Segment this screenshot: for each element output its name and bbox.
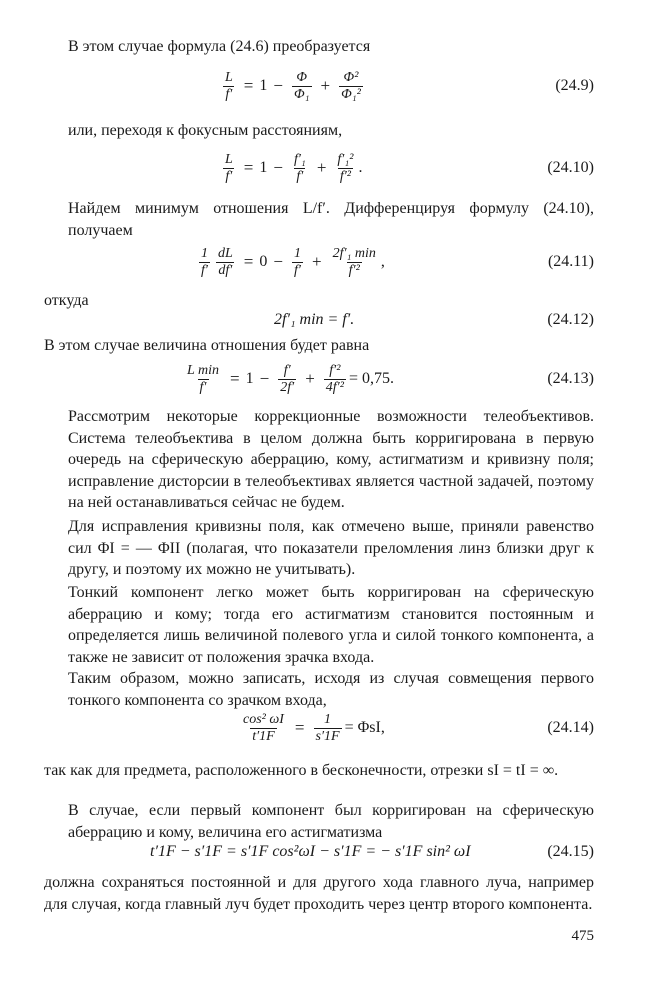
paragraph-whence: откуда xyxy=(44,292,89,309)
fraction xyxy=(199,246,210,279)
fraction xyxy=(324,363,346,396)
equation-number: (24.11) xyxy=(547,253,594,270)
numerator: 1 xyxy=(324,711,332,727)
equation-number: (24.14) xyxy=(547,719,594,736)
denominator: 2f′ xyxy=(280,379,295,395)
numerator: 1 xyxy=(293,245,301,261)
equation-number: (24.13) xyxy=(547,370,594,387)
numerator: L xyxy=(225,151,233,167)
denominator: f′ xyxy=(225,168,233,184)
operator: − xyxy=(273,158,283,177)
operator: + xyxy=(320,76,331,95)
fraction xyxy=(278,363,296,396)
fraction xyxy=(339,70,363,103)
equation-body xyxy=(220,64,366,108)
denominator: Φ₁ xyxy=(293,86,310,102)
denominator: f′ xyxy=(199,379,207,395)
numerator: f′₁² xyxy=(337,151,354,167)
equation-body xyxy=(220,146,362,190)
numerator: Φ xyxy=(296,69,308,85)
denominator: f′ xyxy=(296,168,304,184)
fraction xyxy=(185,363,221,396)
denominator: f′² xyxy=(348,262,360,278)
term: 1 xyxy=(259,77,268,94)
fraction xyxy=(335,152,355,185)
operator: + xyxy=(305,369,315,388)
equation-number: (24.15) xyxy=(547,843,594,860)
operator: = xyxy=(243,76,254,95)
equation-24-10 xyxy=(68,146,594,190)
fraction xyxy=(292,70,312,103)
denominator: s′1F xyxy=(315,728,340,744)
equation-body xyxy=(182,357,394,401)
result: = 0,75. xyxy=(348,370,394,387)
term: 0 xyxy=(259,253,268,270)
paragraph-correction: Рассмотрим некоторые коррекционные возможности телеобъективов. Система телеобъектива в целом должна быть корригирована в первую очередь на сферическую аберрацию, кому, астигматизм и кривизну поля; исправление дисторсии в телеобъективах является частной задачей, поэтому на ней останавливаться сейчас не будем. xyxy=(68,408,594,511)
operator: − xyxy=(259,369,270,388)
numerator: 2f′₁ min xyxy=(332,245,376,261)
page-number: 475 xyxy=(571,928,594,944)
term: 1 xyxy=(245,370,254,387)
equation-expression: t′1F − s′1F = s′1F cos²ωI − s′1F = − s′1F sin² ωI xyxy=(150,843,471,860)
numerator: f′ xyxy=(283,362,291,378)
numerator: dL xyxy=(218,245,233,261)
equation-24-14 xyxy=(68,706,594,750)
paragraph-focal: или, переходя к фокусным расстояниям, xyxy=(68,122,343,139)
numerator: f′₁ xyxy=(293,151,306,167)
punctuation: , xyxy=(380,253,385,270)
result: = ΦsI, xyxy=(344,719,385,736)
numerator: f′² xyxy=(329,362,341,378)
equation-expression: 2f′₁ min = f′. xyxy=(274,311,355,328)
operator: = xyxy=(230,369,240,388)
fraction xyxy=(223,70,235,103)
punctuation: . xyxy=(358,159,363,176)
fraction xyxy=(223,152,235,185)
equation-number: (24.9) xyxy=(555,77,594,94)
term: 1 xyxy=(259,159,268,176)
fraction xyxy=(292,152,308,185)
equation-number: (24.12) xyxy=(547,311,594,328)
denominator: 4f′² xyxy=(325,379,344,395)
equation-number: (24.10) xyxy=(547,159,594,176)
operator: + xyxy=(316,158,327,177)
paragraph-ratio: В этом случае величина отношения будет равна xyxy=(44,337,370,354)
paragraph-thin-component: Тонкий компонент легко может быть корригирован на сферическую аберрацию и кому; тогда его астигматизм становится постоянным и определяется лишь величиной полевого угла и силой тонкого компонента, а также не зависит от положения зрачка входа. xyxy=(68,584,594,666)
paragraph-infinity: так как для предмета, расположенного в бесконечности, отрезки sI = tI = ∞. xyxy=(44,762,559,779)
numerator: L min xyxy=(187,362,220,378)
paragraph-constant: должна сохраняться постоянной и для другого хода главного луча, например для случая, когда главный луч будет проходить через центр второго компонента. xyxy=(44,874,594,913)
paragraph-astigmatism: В случае, если первый компонент был корригирован на сферическую аберрацию и кому, величина его астигматизма xyxy=(68,802,594,841)
numerator: Φ² xyxy=(343,69,359,85)
operator: = xyxy=(243,158,254,177)
operator: − xyxy=(273,76,283,95)
fraction xyxy=(314,712,342,745)
denominator: Φ₁² xyxy=(341,86,361,102)
denominator: f′² xyxy=(339,168,351,184)
denominator: df′ xyxy=(218,262,233,278)
paragraph-field-curvature: Для исправления кривизны поля, как отмечено выше, приняли равенство сил ΦI = — ΦII (полагая, что показатели преломления линз близки друг к другу, и поэтому их можно не учитывать). xyxy=(68,518,594,578)
equation-24-9 xyxy=(68,64,594,108)
fraction xyxy=(241,712,286,745)
paragraph-minimum: Найдем минимум отношения L/f′. Дифференцируя формулу (24.10), получаем xyxy=(68,200,594,239)
equation-24-13 xyxy=(68,357,594,401)
fraction xyxy=(292,246,303,279)
equation-body xyxy=(196,240,385,284)
denominator: f′ xyxy=(294,262,301,278)
equation-24-15 xyxy=(68,830,594,874)
numerator: L xyxy=(225,69,233,85)
operator: = xyxy=(294,718,305,737)
operator: = xyxy=(243,252,254,271)
denominator: f′ xyxy=(201,262,208,278)
equation-body xyxy=(150,830,471,874)
numerator: cos² ωI xyxy=(243,711,284,727)
fraction xyxy=(331,246,378,279)
operator: + xyxy=(311,252,322,271)
equation-24-11 xyxy=(68,240,594,284)
paragraph-therefore: Таким образом, можно записать, исходя из случая совмещения первого тонкого компонента со зрачком входа, xyxy=(68,670,594,709)
numerator: 1 xyxy=(201,245,208,261)
equation-body xyxy=(238,706,385,750)
paragraph-intro: В этом случае формула (24.6) преобразуется xyxy=(68,38,371,55)
operator: − xyxy=(273,252,283,271)
fraction xyxy=(216,246,235,279)
denominator: t′1F xyxy=(252,728,275,744)
denominator: f′ xyxy=(225,86,233,102)
